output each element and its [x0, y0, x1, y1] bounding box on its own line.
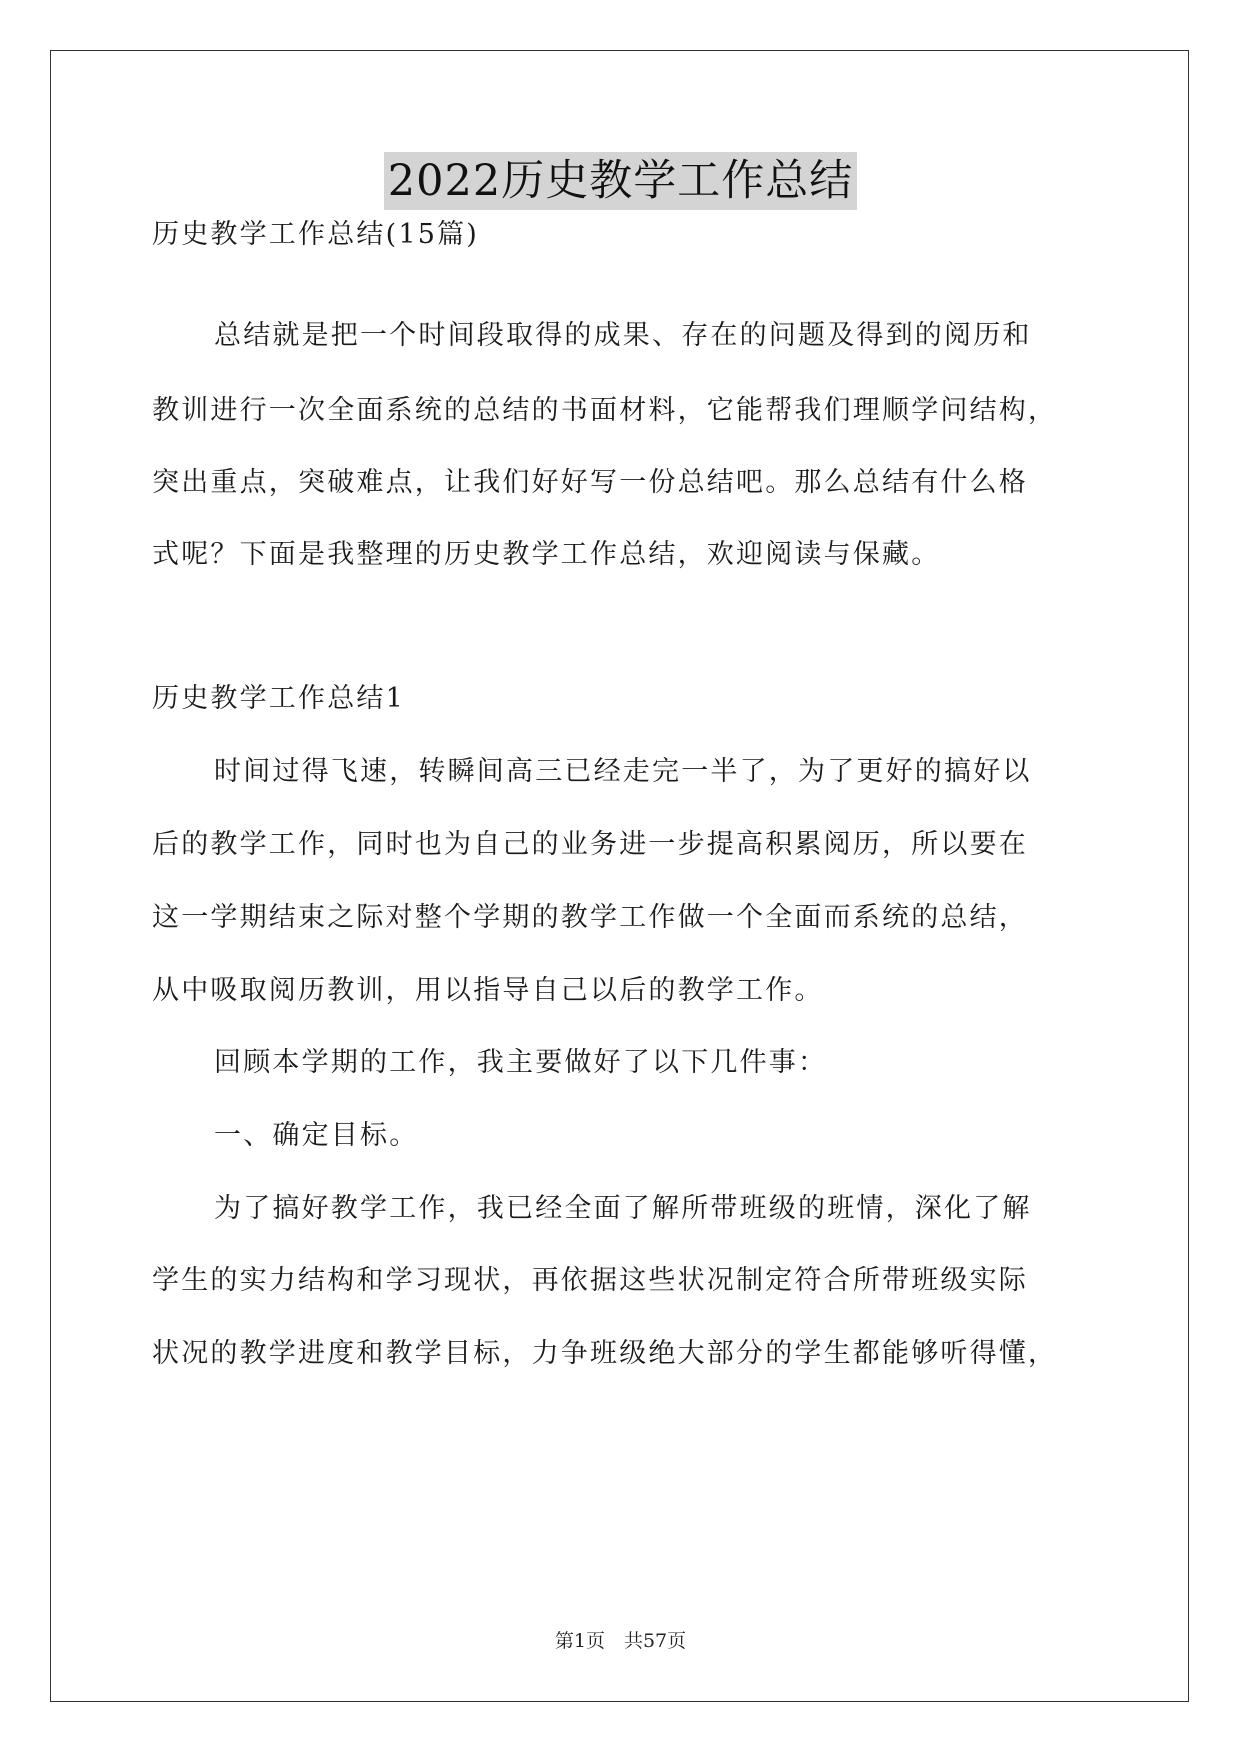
paragraph-line: 这一学期结束之际对整个学期的教学工作做一个全面而系统的总结，: [152, 902, 1028, 933]
intro-line: 教训进行一次全面系统的总结的书面材料，它能帮我们理顺学问结构，: [152, 395, 1058, 426]
section-heading: 历史教学工作总结1: [152, 683, 405, 714]
paragraph-line: 从中吸取阅历教训，用以指导自己以后的教学工作。: [152, 975, 824, 1006]
title-container: [0, 152, 1241, 210]
intro-line: 突出重点，突破难点，让我们好好写一份总结吧。那么总结有什么格: [152, 467, 1028, 498]
page-number: 第1页 共57页: [554, 1630, 687, 1652]
page-border: [50, 50, 1189, 1702]
subtitle: 历史教学工作总结(15篇): [152, 219, 480, 250]
paragraph-line: 为了搞好教学工作，我已经全面了解所带班级的班情，深化了解: [214, 1193, 1032, 1224]
intro-line: 式呢？下面是我整理的历史教学工作总结，欢迎阅读与保藏。: [152, 539, 941, 570]
paragraph-line: 状况的教学进度和教学目标，力争班级绝大部分的学生都能够听得懂，: [152, 1338, 1058, 1369]
paragraph-line: 时间过得飞速，转瞬间高三已经走完一半了，为了更好的搞好以: [214, 756, 1032, 787]
paragraph-line: 学生的实力结构和学习现状，再依据这些状况制定符合所带班级实际: [152, 1265, 1028, 1296]
paragraph-line: 回顾本学期的工作，我主要做好了以下几件事：: [214, 1047, 828, 1078]
intro-line: 总结就是把一个时间段取得的成果、存在的问题及得到的阅历和: [214, 320, 1032, 351]
paragraph-line: 后的教学工作，同时也为自己的业务进一步提高积累阅历，所以要在: [152, 829, 1028, 860]
document-title: 2022历史教学工作总结: [384, 152, 857, 210]
list-heading: 一、确定目标。: [214, 1120, 419, 1151]
